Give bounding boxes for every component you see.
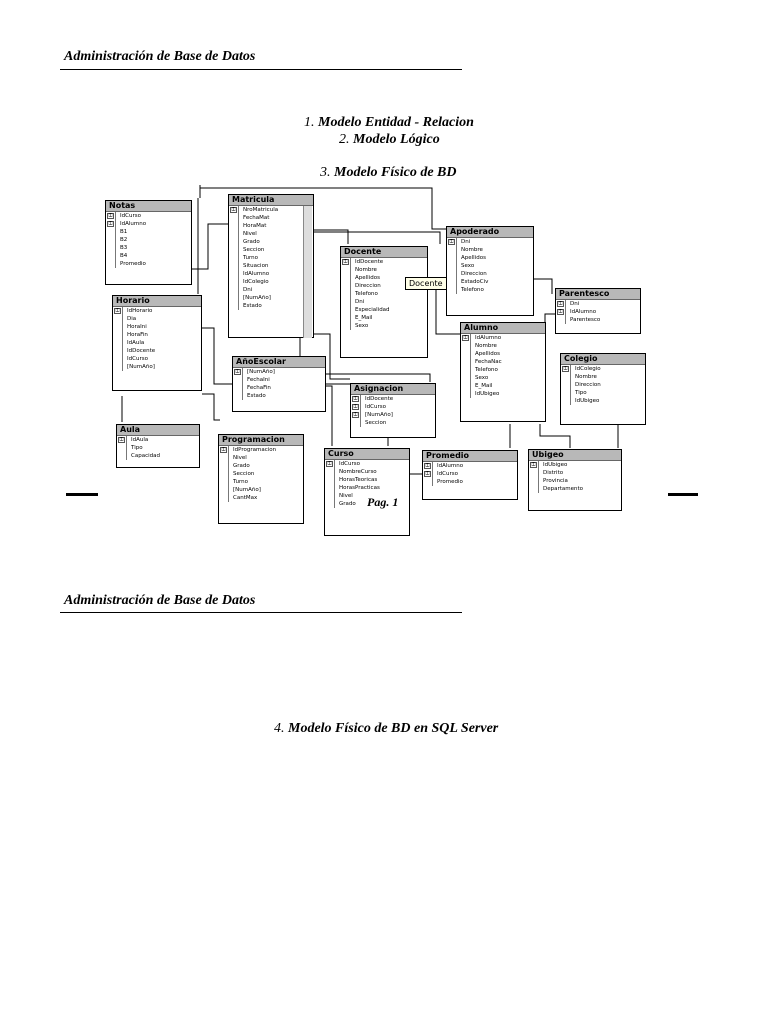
field-row: Direccion [341, 282, 427, 290]
field-row: Seccion [351, 419, 435, 427]
field-row: Sexo [447, 262, 533, 270]
field-row: Sexo [461, 374, 545, 382]
key-icon: ⚿ [449, 239, 454, 245]
field-row: ⚿ Dni [556, 300, 640, 308]
key-icon: ⚿ [563, 366, 568, 372]
field-row: ⚿ [NumAño] [233, 368, 325, 376]
field-row: ⚿ Dni [447, 238, 533, 246]
field-row: IdCurso [113, 355, 201, 363]
field-row: ⚿ IdProgramacion [219, 446, 303, 454]
field-row: Tipo [117, 444, 199, 452]
field-row: Estado [233, 392, 325, 400]
key-icon: ⚿ [108, 213, 113, 219]
table-apoderado[interactable] [446, 226, 534, 316]
field-row: Apellidos [341, 274, 427, 282]
field-row: Telefono [461, 366, 545, 374]
field-row: Telefono [447, 286, 533, 294]
field-row: HoraFin [113, 331, 201, 339]
field-row: E_Mail [341, 314, 427, 322]
rel-horario-programacion [202, 394, 220, 420]
key-icon: ⚿ [558, 301, 563, 307]
field-row: Direccion [447, 270, 533, 278]
field-row: Parentesco [556, 316, 640, 324]
field-row: Estado [229, 302, 313, 310]
table-title: Promedio [423, 451, 517, 462]
page-number: Pag. 1 [367, 495, 399, 509]
field-row: FechaNac [461, 358, 545, 366]
key-icon: ⚿ [231, 207, 236, 213]
key-icon: ⚿ [353, 396, 358, 402]
list-number: 4. [274, 721, 285, 736]
field-row: ⚿ IdAlumno [461, 334, 545, 342]
table-docente[interactable] [340, 246, 428, 358]
table-horario[interactable] [112, 295, 202, 391]
rel-asignacion-alumno [326, 374, 430, 382]
table-title: Colegio [561, 354, 645, 365]
rel-notas-matricula [192, 224, 228, 269]
field-row: Nombre [561, 373, 645, 381]
field-row: Nombre [447, 246, 533, 254]
field-row: Direccion [561, 381, 645, 389]
table-title: Docente [341, 247, 427, 258]
field-row: ⚿ IdAula [117, 436, 199, 444]
table-asignacion[interactable] [350, 383, 436, 438]
list-number: 3. [320, 165, 331, 180]
page2-header: Administración de Base de Datos [64, 593, 256, 608]
field-row: ⚿ NroMatricula [229, 206, 313, 214]
field-row: IdAlumno [229, 270, 313, 278]
list-text: Modelo Físico de BD [334, 165, 457, 180]
field-row: ⚿ IdCurso [106, 212, 191, 220]
field-row: [NumAño] [113, 363, 201, 371]
tooltip-docente: Docente [405, 277, 447, 290]
field-row: Apellidos [461, 350, 545, 358]
field-row: IdUbigeo [461, 390, 545, 398]
field-row: IdColegio [229, 278, 313, 286]
list-text: Modelo Físico de BD en SQL Server [288, 721, 499, 736]
key-icon: ⚿ [558, 309, 563, 315]
key-icon: ⚿ [463, 335, 468, 341]
field-row: Telefono [341, 290, 427, 298]
table-notas[interactable] [105, 200, 192, 285]
field-row: Especialidad [341, 306, 427, 314]
field-row: Grado [229, 238, 313, 246]
table-title: Matricula [229, 195, 313, 206]
field-row: Nivel [219, 454, 303, 462]
field-row: Grado [219, 462, 303, 470]
field-row: [NumAño] [229, 294, 313, 302]
field-row: Capacidad [117, 452, 199, 460]
field-row: Nombre [341, 266, 427, 274]
rel-apoderado-parentesco [532, 279, 552, 294]
field-row: FechaIni [233, 376, 325, 384]
key-icon: ⚿ [425, 471, 430, 477]
page2-header-rule [60, 612, 462, 613]
list-number: 1. [304, 115, 315, 130]
table-title: Apoderado [447, 227, 533, 238]
field-row: HoraMat [229, 222, 313, 230]
table-ubigeo[interactable] [528, 449, 622, 511]
field-row: ⚿ IdDocente [351, 395, 435, 403]
table-curso[interactable] [324, 448, 410, 536]
field-row: EstadoCiv [447, 278, 533, 286]
table-aula[interactable] [116, 424, 200, 468]
field-row: HoraIni [113, 323, 201, 331]
table-title: Alumno [461, 323, 545, 334]
field-row: Nivel [325, 492, 409, 500]
key-icon: ⚿ [221, 447, 226, 453]
table-title: Programacion [219, 435, 303, 446]
left-margin-bar [66, 493, 98, 496]
key-icon: ⚿ [353, 412, 358, 418]
field-row: [NumAño] [219, 486, 303, 494]
table-title: Parentesco [556, 289, 640, 300]
field-row: ⚿ IdCurso [325, 460, 409, 468]
field-row: Promedio [106, 260, 191, 268]
table-title: Curso [325, 449, 409, 460]
table-title: Notas [106, 201, 191, 212]
list-text: Modelo Entidad - Relacion [318, 115, 474, 130]
list-number: 2. [339, 132, 350, 147]
field-row: HorasPracticas [325, 484, 409, 492]
rel-anioescolar-curso [326, 386, 332, 446]
field-row: ⚿ [NumAño] [351, 411, 435, 419]
page1-header-rule [60, 69, 462, 70]
field-row: Turno [229, 254, 313, 262]
field-row: ⚿ IdAlumno [556, 308, 640, 316]
key-icon: ⚿ [119, 437, 124, 443]
field-row: FechaMat [229, 214, 313, 222]
field-row: Dia [113, 315, 201, 323]
key-icon: ⚿ [108, 221, 113, 227]
field-row: Distrito [529, 469, 621, 477]
table-promedio[interactable] [422, 450, 518, 500]
rel-alumno-ubigeo [540, 424, 570, 448]
field-row: B1 [106, 228, 191, 236]
page1-header: Administración de Base de Datos [64, 49, 256, 64]
table-programacion[interactable] [218, 434, 304, 524]
table-title: AñoEscolar [233, 357, 325, 368]
field-row: Promedio [423, 478, 517, 486]
field-row: FechaFin [233, 384, 325, 392]
key-icon: ⚿ [343, 259, 348, 265]
field-row: IdDocente [113, 347, 201, 355]
field-row: IdUbigeo [561, 397, 645, 405]
field-row: Apellidos [447, 254, 533, 262]
key-icon: ⚿ [531, 462, 536, 468]
field-row: B3 [106, 244, 191, 252]
field-row: ⚿ IdCurso [351, 403, 435, 411]
field-row: Dni [229, 286, 313, 294]
field-row: CantMax [219, 494, 303, 502]
key-icon: ⚿ [327, 461, 332, 467]
table-alumno[interactable] [460, 322, 546, 422]
key-icon: ⚿ [235, 369, 240, 375]
list-item-4 [274, 721, 498, 737]
field-row: Situacion [229, 262, 313, 270]
field-row: NombreCurso [325, 468, 409, 476]
table-colegio[interactable] [560, 353, 646, 425]
table-title: Ubigeo [529, 450, 621, 461]
field-row: Tipo [561, 389, 645, 397]
field-row: Nivel [229, 230, 313, 238]
field-row: E_Mail [461, 382, 545, 390]
right-margin-bar [668, 493, 698, 496]
key-icon: ⚿ [425, 463, 430, 469]
field-row: Provincia [529, 477, 621, 485]
table-parentesco[interactable] [555, 288, 641, 334]
field-row: ⚿ IdHorario [113, 307, 201, 315]
rel-matricula-apoderado [314, 232, 440, 244]
field-row: B4 [106, 252, 191, 260]
field-row: ⚿ IdAlumno [423, 462, 517, 470]
list-item-1 [304, 115, 474, 131]
table-title: Asignacion [351, 384, 435, 395]
field-row: Seccion [229, 246, 313, 254]
field-row: Grado [325, 500, 409, 508]
table-title: Aula [117, 425, 199, 436]
field-row: HorasTeoricas [325, 476, 409, 484]
field-row: Seccion [219, 470, 303, 478]
field-row: ⚿ IdUbigeo [529, 461, 621, 469]
field-row: Turno [219, 478, 303, 486]
list-item-2 [339, 132, 440, 148]
list-text: Modelo Lógico [353, 132, 440, 147]
field-row: Nombre [461, 342, 545, 350]
field-row: B2 [106, 236, 191, 244]
field-row: Dni [341, 298, 427, 306]
field-row: ⚿ IdAlumno [106, 220, 191, 228]
key-icon: ⚿ [353, 404, 358, 410]
table-anioescolar[interactable] [232, 356, 326, 412]
database-diagram [100, 184, 645, 540]
field-row: IdAula [113, 339, 201, 347]
field-row: Sexo [341, 322, 427, 330]
table-title: Horario [113, 296, 201, 307]
table-matricula[interactable] [228, 194, 314, 338]
rel-parentesco-alumno [545, 314, 555, 334]
list-item-3 [320, 165, 457, 181]
field-row: Departamento [529, 485, 621, 493]
key-icon: ⚿ [115, 308, 120, 314]
field-row: ⚿ IdDocente [341, 258, 427, 266]
field-row: ⚿ IdCurso [423, 470, 517, 478]
field-row: ⚿ IdColegio [561, 365, 645, 373]
